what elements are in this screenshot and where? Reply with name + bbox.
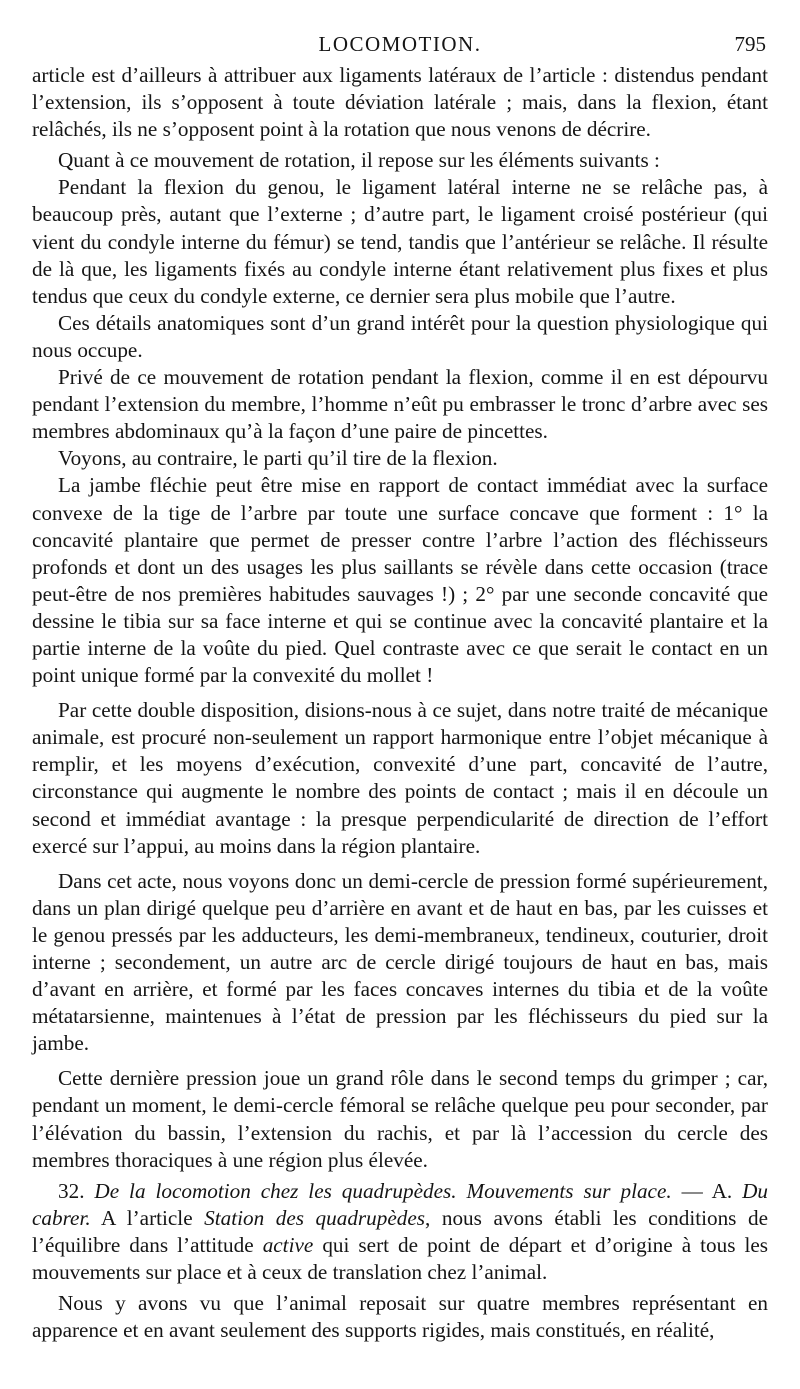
paragraph: Nous y avons vu que l’animal reposait sur quatre membres représentant en apparence et en avant seulement des supports rigides, mais constitués, en réalité, [32, 1291, 768, 1343]
section-text: qui sert de point de départ et d’origine à tous les mouvements sur place et à ceux de translation chez l’animal. [32, 1232, 769, 1285]
paragraph: La jambe fléchie peut être mise en rapport de contact immédiat avec la surface convexe de la tige de l’arbre par toute une surface concave que forment : 1° la concavité plantaire que permet de presser contre l’arbre l’action des fléchisseurs profonds et dont un des usages les plus saillants se révèle dans cette occasion (trace peut-être de nos premières habitudes sauvages !) ; 2° par une seconde concavité que dessine le tibia sur sa face interne et qui se continue avec la concavité plantaire et la partie interne de la voûte du pied. Quel contraste avec ce que serait le contact en un point unique formé par la convexité du mollet ! [32, 473, 768, 688]
paragraph: Privé de ce mouvement de rotation pendant la flexion, comme il en est dépourvu pendant l’extension du membre, l’homme n’eût pu embrasser le tronc d’arbre avec ses membres abdominaux qu’à la façon d’une paire de pincettes. [32, 365, 768, 444]
section-paragraph [32, 1178, 768, 1286]
paragraph: Ces détails anatomiques sont d’un grand intérêt pour la question physiologique qui nous occupe. [32, 310, 768, 362]
article-reference: Station des quadrupèdes [204, 1205, 426, 1230]
subsection-heading: Du cabrer. [32, 1178, 769, 1230]
running-title: LOCOMOTION. [318, 32, 482, 56]
section-text: , nous avons établi les conditions de l’équilibre dans l’attitude [32, 1205, 768, 1257]
page-body [32, 62, 768, 1344]
paragraph: Pendant la flexion du genou, le ligament latéral interne ne se relâche pas, à beaucoup près, autant que l’externe ; d’autre part, le ligament croisé postérieur (qui vient du condyle interne du fémur) se tend, tandis que l’antérieur se relâche. Il résulte de là que, les ligaments fixés au condyle interne étant relativement plus fixes et plus tendus que ceux du condyle externe, ce dernier sera plus mobile que l’autre. [32, 175, 768, 308]
page-number: 795 [734, 32, 766, 56]
section-text: A l’article [101, 1205, 193, 1230]
paragraph: Dans cet acte, nous voyons donc un demi-cercle de pression formé supérieurement, dans un plan dirigé quelque peu d’arrière en avant et de haut en bas, par les cuisses et le genou pressés par les adducteurs, les demi-membraneux, tendineux, couturier, droit interne ; secondement, un autre arc de cercle dirigé toujours de haut en bas, mais d’avant en arrière, et formé par les faces concaves internes du tibia et de la voûte métatarsienne, maintenues à l’état de pression par les fléchisseurs du pied sur la jambe. [32, 868, 768, 1056]
emphasis-word: active [262, 1232, 314, 1257]
section-number: 32. [58, 1178, 85, 1203]
paragraph: Voyons, au contraire, le parti qu’il tire de la flexion. [58, 446, 498, 471]
paragraph: Quant à ce mouvement de rotation, il repose sur les éléments suivants : [58, 148, 660, 173]
section-dash: — [681, 1178, 703, 1203]
subsection-letter: A. [711, 1178, 733, 1203]
running-header [32, 28, 768, 62]
paragraph-continuation: article est d’ailleurs à attribuer aux ligaments latéraux de l’article : distendus pendant l’extension, ils s’opposent à toute déviation latérale ; mais, dans la flexion, étant relâchés, ils ne s’opposent point à la rotation que nous venons de décrire. [32, 63, 768, 142]
section-heading: De la locomotion chez les quadrupèdes. Mouvements sur place. [94, 1178, 672, 1203]
paragraph: Cette dernière pression joue un grand rôle dans le second temps du grimper ; car, pendant un moment, le demi-cercle fémoral se relâche quelque peu pour seconder, par l’élévation du bassin, l’extension du rachis, et par là l’accession du cercle des membres thoraciques à une région plus élevée. [32, 1066, 768, 1172]
paragraph: Par cette double disposition, disions-nous à ce sujet, dans notre traité de mécanique animale, est procuré non-seulement un rapport harmonique entre l’objet mécanique à remplir, et les moyens d’exécution, convexité d’une part, concavité de l’autre, circonstance qui augmente le nombre des points de contact ; mais il en découle un second et immédiat avantage : la presque perpendicularité de direction de l’effort exercé sur l’appui, au moins dans la région plantaire. [32, 698, 768, 858]
